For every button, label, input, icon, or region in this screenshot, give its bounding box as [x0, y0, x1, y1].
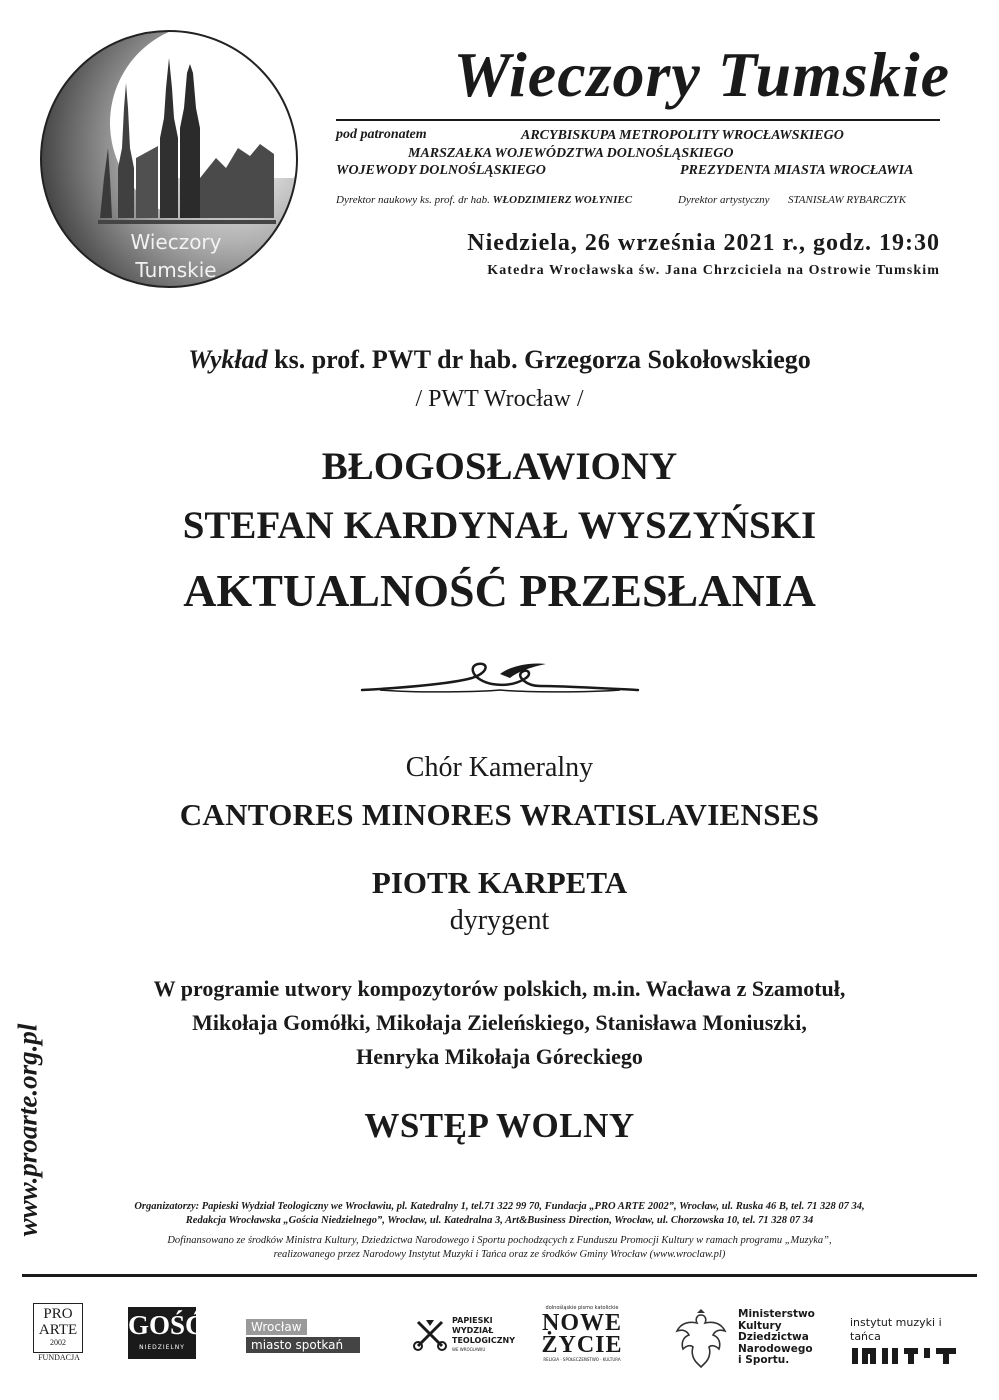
scientific-director — [420, 193, 632, 207]
lecture-line — [0, 343, 999, 377]
program-line-3: Henryka Mikołaja Góreckiego — [356, 1044, 643, 1069]
proarte-logo — [33, 1303, 85, 1371]
nowe-zycie-top: dolnośląskie pismo katolickie — [545, 1305, 619, 1311]
event-date: Niedziela, 26 września 2021 r., godz. 19:30 — [467, 230, 940, 256]
choir-name: CANTORES MINORES WRATISLAVIENSES — [179, 797, 820, 832]
lecture-speaker: ks. prof. PWT dr hab. Grzegorza Sokołowskiego — [274, 345, 811, 374]
eagle-emblem-icon — [673, 1309, 729, 1369]
program-line-2: Mikołaja Gomółki, Mikołaja Zieleńskiego, Stanisława Moniuszki, — [192, 1010, 807, 1035]
ministry-logo — [673, 1309, 813, 1369]
nimit-logo — [850, 1316, 970, 1356]
proarte-sub: FUNDACJA — [38, 1353, 80, 1362]
scientific-director-name: WŁODZIMIERZ WOŁYNIEC — [492, 194, 633, 206]
pwt-line1: PAPIESKI — [452, 1316, 493, 1325]
lecture-label: Wykład — [188, 345, 268, 374]
funding-line-1: Dofinansowano ze środków Ministra Kultury, Dziedzictwa Narodowego i Sportu pochodzących z Funduszu Promocji Kultury w ramach programu „Muzyka”, — [167, 1235, 832, 1246]
patron-archbishop: ARCYBISKUPA METROPOLITY WROCŁAWSKIEGO — [521, 128, 844, 143]
nowe-zycie-name1: NOWE — [541, 1310, 622, 1336]
funding-line-2: realizowanego przez Narodowy Instytut Muzyki i Tańca oraz ze środków Gminy Wrocław (www.wroclaw.pl) — [273, 1249, 726, 1260]
logo-text-line2: Tumskie — [135, 258, 217, 282]
pwt-name — [452, 1316, 515, 1346]
patron-marshal: MARSZAŁKA WOJEWÓDZTWA DOLNOŚLĄSKIEGO — [408, 146, 734, 161]
wroclaw-logo — [246, 1318, 360, 1353]
conductor-name: PIOTR KARPETA — [371, 865, 628, 900]
nowe-zycie-bottom: RELIGIA · SPOŁECZEŃSTWO · KULTURA — [543, 1357, 621, 1362]
pwt-logo — [412, 1316, 522, 1356]
logo-text-line1: Wieczory — [130, 230, 222, 254]
topic-line-1: BŁOGOSŁAWIONY — [321, 445, 678, 488]
crossed-keys-icon — [412, 1316, 448, 1352]
organizers-line-2: Redakcja Wrocławska „Gościa Niedzielnego”, Wrocław, ul. Katedralna 3, Art&Business Direction, Wrocław, ul. Chorzowska 10, tel. 71 328 07 34 — [185, 1215, 814, 1226]
ministry-line1: Ministerstwo — [738, 1308, 815, 1320]
patronage-intro: pod patronatem — [336, 127, 427, 142]
series-title: Wieczory Tumskie — [453, 39, 950, 110]
gosc-sub: NIEDZIELNY — [139, 1344, 185, 1351]
nowe-zycie-name2: ŻYCIE — [541, 1332, 623, 1358]
program-line-1: W programie utwory kompozytorów polskich, m.in. Wacława z Szamotuł, — [153, 976, 846, 1001]
event-place: Katedra Wrocławska św. Jana Chrzciciela na Ostrowie Tumskim — [487, 263, 940, 278]
topic-line-3: AKTUALNOŚĆ PRZESŁANIA — [183, 565, 816, 616]
gosc-niedzielny-logo — [128, 1307, 205, 1359]
ministry-line4: Narodowego — [738, 1342, 813, 1355]
topic-line-2: STEFAN KARDYNAŁ WYSZYŃSKI — [182, 504, 817, 547]
organizers-line-1: Organizatorzy: Papieski Wydział Teologiczny we Wrocławiu, pl. Katedralny 1, tel.71 322 99 70, Fundacja „PRO ARTE 2002”, Wrocław, ul. Ruska 46 B, tel. 71 328 07 34, — [134, 1201, 865, 1212]
pwt-line2: WYDZIAŁ — [452, 1326, 494, 1335]
title-divider — [336, 119, 940, 121]
patron-voivode: WOJEWODY DOLNOŚLĄSKIEGO — [336, 163, 546, 178]
gosc-name: GOŚĆ — [128, 1310, 205, 1340]
conductor-role: dyrygent — [449, 905, 550, 936]
lecture-affiliation: / PWT Wrocław / — [415, 386, 584, 412]
proarte-line1: PRO — [43, 1306, 73, 1322]
wroclaw-line1: Wrocław — [246, 1319, 307, 1335]
website-url: www.proarte.org.pl — [12, 1023, 43, 1237]
nimit-mark-icon — [850, 1344, 960, 1364]
footer-divider — [22, 1274, 977, 1277]
choir-type: Chór Kameralny — [405, 752, 594, 783]
pwt-line3: TEOLOGICZNY — [452, 1336, 516, 1345]
pwt-line4: WE WROCŁAWIU — [452, 1347, 486, 1352]
proarte-year: 2002 — [50, 1338, 66, 1347]
ornament-divider-icon — [360, 660, 640, 696]
proarte-box — [33, 1303, 83, 1353]
artistic-director-name: STANISŁAW RYBARCZYK — [788, 194, 907, 206]
ministry-name — [738, 1309, 815, 1367]
ministry-line2: Kultury — [738, 1319, 782, 1332]
proarte-line2: ARTE — [38, 1322, 78, 1338]
scientific-director-prefix: ks. prof. dr hab. — [420, 194, 490, 206]
scientific-director-label: Dyrektor naukowy — [336, 194, 418, 206]
ministry-line3: Dziedzictwa — [738, 1331, 809, 1343]
wroclaw-line2: miasto spotkań — [246, 1337, 360, 1353]
patron-mayor: PREZYDENTA MIASTA WROCŁAWIA — [680, 163, 914, 178]
artistic-director-label: Dyrektor artystyczny — [678, 194, 770, 206]
admission-free: WSTĘP WOLNY — [364, 1106, 635, 1145]
nowe-zycie-logo — [532, 1304, 632, 1370]
nimit-name: instytut muzyki i tańca — [850, 1316, 942, 1343]
ministry-line5: i Sportu. — [738, 1354, 790, 1366]
